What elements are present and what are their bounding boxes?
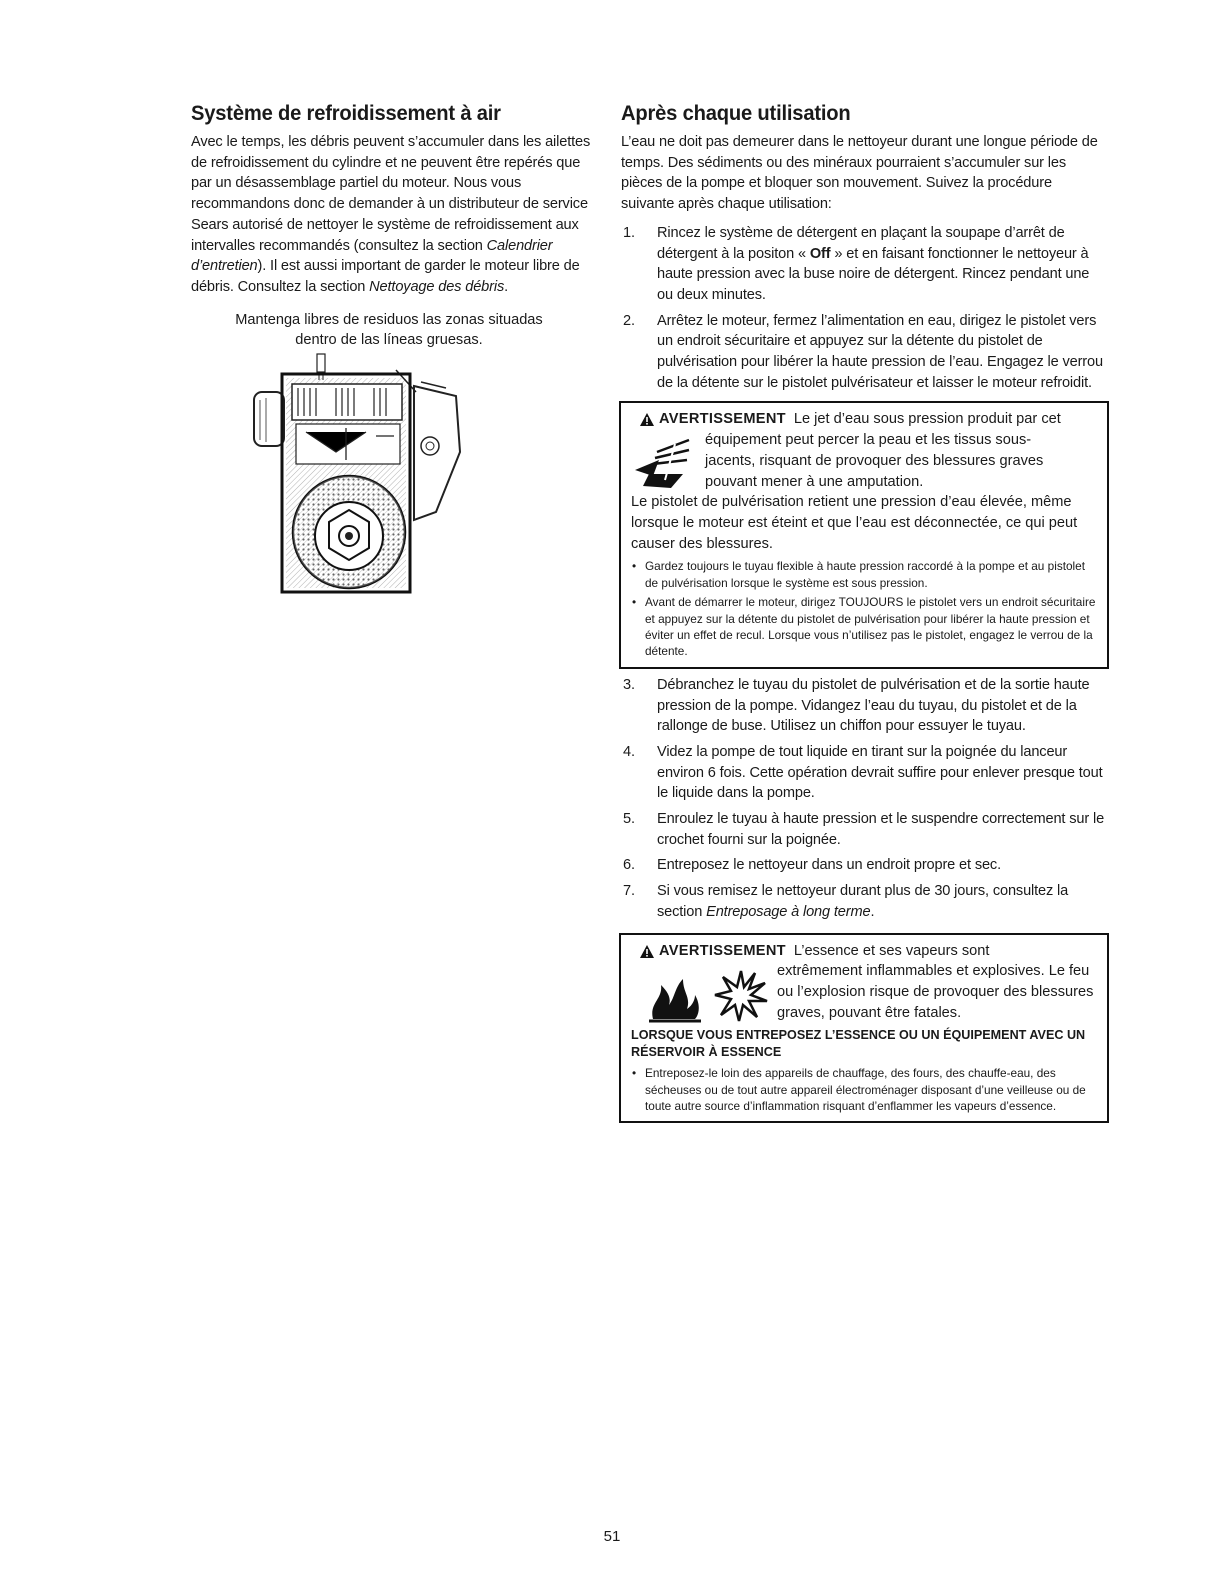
list-item: • Entreposez-le loin des appareils de chauffage, des fours, des chauffe-eau, des sécheuses ou de tout autre appareil électroménager disposant d’une veilleuse ou de toute autre source d’inflammation risquant d’enflammer les vapeurs d’essence. <box>631 1065 1097 1114</box>
high-pressure-spray-hazard-icon <box>631 430 693 492</box>
fire-hazard-icon <box>645 969 705 1025</box>
fuel-warning-caps: LORSQUE VOUS ENTREPOSEZ L’ESSENCE OU UN ÉQUIPEMENT AVEC UN RÉSERVOIR À ESSENCE <box>631 1028 1086 1060</box>
warning-triangle-icon <box>639 412 655 427</box>
after-use-steps <box>621 223 1107 394</box>
list-item: 4. Videz la pompe de tout liquide en tirant sur la poignée du lanceur environ 6 fois. Cette opération devrait suffire pour enlever presque tout le liquide dans la pompe. <box>623 743 1103 802</box>
long-term-storage-ref: Entreposage à long terme <box>706 903 871 920</box>
list-item: • Gardez toujours le tuyau flexible à haute pression raccordé à la pompe et au pistolet de pulvérisation lorsque le système est sous pression. <box>631 558 1097 591</box>
after-use-intro: L’eau ne doit pas demeurer dans le nettoyeur durant une longue période de temps. Des sédiments ou des minéraux pourraient s’accumuler sur les pièces de la pompe et bloquer son mouvement. Suivez la procédure suivante après chaque utilisation: <box>621 134 1098 213</box>
warning-label: AVERTISSEMENT <box>659 411 786 428</box>
pressure-warning-body: Le pistolet de pulvérisation retient une pression d’eau élevée, même lorsque le moteur est éteint et que l’eau est déconnectée, ce qui peut causer des blessures. <box>631 494 1078 552</box>
pressure-warning-bullets <box>631 558 1097 659</box>
right-column <box>621 102 1107 1129</box>
list-item: 7. Si vous remisez le nettoyeur durant plus de 30 jours, consultez la section Entreposage à long terme. <box>623 883 1069 920</box>
fuel-warning-box: AVERTISSEMENT L’essence et ses vapeurs sont extrêmement inflammables et explosives. Le feu ou l’explosion risque de provoquer des blessures graves, pouvant être fatales. LORSQUE VOUS ENTREPOSEZ L’ESSENCE OU UN ÉQUIPEMENT AVEC UN RÉSERVOIR À ESSENCE • Entreposez-le loin des appareils de chauffage, des fours, des chauffe-eau, des sécheuses ou de tout autre appareil électroménager disposant d’une veilleuse ou de toute autre source d’inflammation risquant d’enflammer les vapeurs d’essence. <box>619 933 1109 1124</box>
warning-label: AVERTISSEMENT <box>659 942 786 959</box>
figure-caption: Mantenga libres de residuos las zonas situadas dentro de las líneas gruesas. <box>235 311 543 349</box>
list-item: 1. Rincez le système de détergent en plaçant la soupape d’arrêt de détergent à la positon « Off » et en faisant fonctionner le nettoyeur à haute pression avec la buse noire de détergent. Rincez pendant une ou deux minutes. <box>623 224 1090 303</box>
fuel-warning-bullets <box>631 1065 1097 1114</box>
list-item: • Avant de démarrer le moteur, dirigez TOUJOURS le pistolet vers un endroit sécuritaire et appuyez sur la détente du pistolet de pulvérisation pour libérer la haute pression et éviter un effet de recul. Lorsque vous n’utilisez pas le pistolet, engagez le verrou de la détente. <box>631 594 1097 660</box>
air-cooling-paragraph: Avec le temps, les débris peuvent s’accumuler dans les ailettes de refroidissement du cylindre et ne peuvent être repérés que par un désassemblage partiel du moteur. Nous vous recommandons donc de demander à un distributeur de service Sears autorisé de nettoyer le système de refroidissement aux intervalles recommandés (consultez la section Calendrier d’entretien). Il est aussi important de garder le moteur libre de débris. Consultez la section Nettoyage des débris. <box>191 134 591 295</box>
engine-cooling-fins-figure <box>246 352 468 594</box>
left-column <box>191 102 591 351</box>
after-use-steps-continued <box>621 675 1107 923</box>
air-cooling-heading: Système de refroidissement à air <box>191 102 501 125</box>
list-item: 3. Débranchez le tuyau du pistolet de pulvérisation et de la sortie haute pression de la pompe. Vidangez l’eau du tuyau, du pistolet et de la rallonge de buse. Utilisez un chiffon pour essuyer le tuyau. <box>623 676 1090 735</box>
explosion-hazard-icon <box>713 967 769 1023</box>
list-item: 5. Enroulez le tuyau à haute pression et le suspendre correctement sur le crochet fourni sur la poignée. <box>623 811 1105 848</box>
after-use-heading: Après chaque utilisation <box>621 102 851 125</box>
list-item: 2. Arrêtez le moteur, fermez l’alimentation en eau, dirigez le pistolet vers un endroit sécuritaire et appuyez sur la détente du pistolet de pulvérisation pour libérer la haute pression de l’eau. Engagez le verrou de la détente sur le pistolet pulvérisateur et laisser le moteur refroidit. <box>623 312 1103 391</box>
warning-triangle-icon <box>639 944 655 959</box>
pressure-warning-lead: équipement peut percer la peau et les tissus sous-jacents, risquant de provoquer des blessures graves pouvant mener à une amputation. <box>705 432 1044 490</box>
maintenance-schedule-ref: Calendrier d’entretien <box>191 237 553 275</box>
pressure-warning-box: AVERTISSEMENT Le jet d’eau sous pression produit par cet équipement peut percer la peau et les tissus sous-jacents, risquant de provoquer des blessures graves pouvant mener à une amputation. Le pistolet de pulvérisation retient une pression d’eau élevée, même lorsque le moteur est éteint et que l’eau est déconnectée, ce qui peut causer des blessures. • Gardez toujours le tuyau flexible à haute pression raccordé à la pompe et au pistolet de pulvérisation lorsque le système est sous pression. • Avant de démarrer le moteur, dirigez TOUJOURS le pistolet vers un endroit sécuritaire et appuyez sur la détente du pistolet de pulvérisation pour libérer la haute pression et éviter un effet de recul. Lorsque vous n’utilisez pas le pistolet, engagez le verrou de la détente. <box>619 401 1109 668</box>
page-number: 51 <box>603 1528 621 1545</box>
list-item: 6. Entreposez le nettoyeur dans un endroit propre et sec. <box>623 857 1001 874</box>
fuel-warning-lead: extrêmement inflammables et explosives. Le feu ou l’explosion risque de provoquer des blessures graves, pouvant être fatales. <box>777 963 1094 1021</box>
debris-cleaning-ref: Nettoyage des débris <box>369 278 505 295</box>
